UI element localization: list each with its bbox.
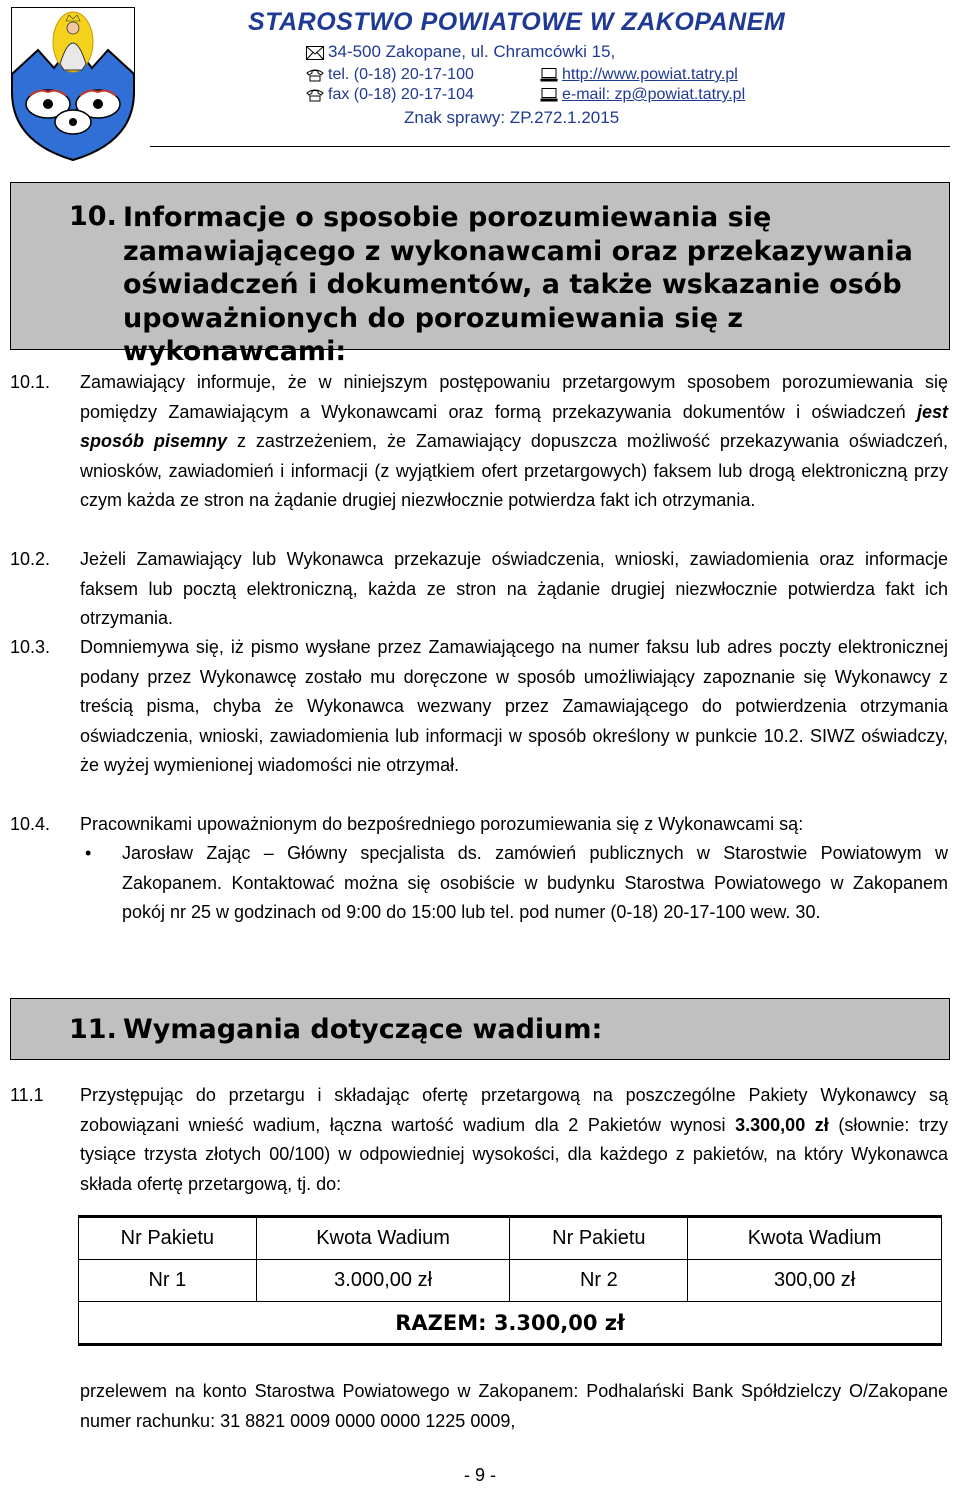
section-number: 11. bbox=[69, 1014, 117, 1045]
phone-line: tel. (0-18) 20-17-100 bbox=[306, 66, 474, 84]
computer-icon bbox=[540, 68, 558, 82]
email-line bbox=[540, 86, 745, 104]
section-10-heading bbox=[10, 182, 950, 367]
table-total-row bbox=[79, 1302, 942, 1345]
section-11-heading bbox=[10, 998, 950, 1060]
telephone-icon bbox=[306, 68, 324, 82]
paragraph-10-2: Jeżeli Zamawiający lub Wykonawca przekazuje oświadczenia, wnioski, zawiadomienia oraz informacje faksem lub pocztą elektroniczną, każda ze stron na żądanie drugiej niezwłocznie potwierdza fakt ich otrzymania. bbox=[80, 549, 948, 628]
website-link[interactable]: http://www.powiat.tatry.pl bbox=[562, 66, 738, 83]
paragraph-10-3: Domniemywa się, iż pismo wysłane przez Zamawiającego na numer faksu lub adres poczty elektronicznej podany przez Wykonawcę zostało mu doręczone w sposób umożliwiający zapoznanie się Wykonawcy z treścią pisma, chyba że Wykonawca wezwany przez Zamawiającego do potwierdzenia otrzymania oświadczenia, wnioski, zawiadomienia lub informacji w sposób określony w punkcie 10.2. SIWZ oświadczy, że wyżej wymienionej wiadomości nie otrzymał. bbox=[80, 637, 948, 775]
total-amount: 3.300,00 zł bbox=[735, 1114, 829, 1135]
address-line: 34-500 Zakopane, ul. Chramcówki 15, bbox=[306, 42, 615, 62]
section-number: 10. bbox=[69, 201, 117, 232]
table-cell: Nr 2 bbox=[510, 1260, 688, 1302]
table-header-row bbox=[79, 1217, 942, 1260]
wadium-table bbox=[78, 1215, 942, 1346]
paragraph-number: 10.4. bbox=[10, 814, 51, 834]
page-number: - 9 - bbox=[463, 1465, 496, 1485]
paragraph-number: 10.3. bbox=[10, 637, 51, 657]
emphasis-text: jest sposób pisemny bbox=[80, 401, 948, 451]
section-title: Wymagania dotyczące wadium: bbox=[123, 1014, 603, 1045]
paragraph-number: 10.2. bbox=[10, 549, 51, 569]
paragraph-10-4: Pracownikami upoważnionym do bezpośredniego porozumiewania się z Wykonawcami są: bbox=[80, 814, 804, 834]
case-reference: Znak sprawy: ZP.272.1.2015 bbox=[404, 108, 620, 127]
table-header-cell: Kwota Wadium bbox=[688, 1217, 942, 1260]
table-row bbox=[79, 1260, 942, 1302]
telephone-icon bbox=[306, 88, 324, 102]
section-title: Informacje o sposobie porozumiewania się zamawiającego z wykonawcami oraz przekazywania oświadczeń i dokumentów, a także wskazanie osób upoważnionych do porozumiewania się z wykonawcami: bbox=[123, 202, 913, 367]
coat-of-arms-logo bbox=[8, 4, 138, 164]
table-header-cell: Kwota Wadium bbox=[256, 1217, 510, 1260]
email-link[interactable]: e-mail: zp@powiat.tatry.pl bbox=[562, 86, 746, 103]
table-header-cell: Nr Pakietu bbox=[510, 1217, 688, 1260]
fax-line: fax (0-18) 20-17-104 bbox=[306, 86, 474, 104]
envelope-icon bbox=[306, 46, 324, 60]
table-cell: 3.000,00 zł bbox=[256, 1260, 510, 1302]
paragraph-number: 11.1 bbox=[10, 1085, 44, 1105]
paragraph-number: 10.1. bbox=[10, 372, 51, 392]
table-header-cell: Nr Pakietu bbox=[79, 1217, 257, 1260]
table-cell: 300,00 zł bbox=[688, 1260, 942, 1302]
organization-name: STAROSTWO POWIATOWE W ZAKOPANEM bbox=[248, 8, 786, 36]
table-cell: Nr 1 bbox=[79, 1260, 257, 1302]
bullet-icon: • bbox=[85, 843, 92, 863]
computer-icon bbox=[540, 88, 558, 102]
table-total-cell: RAZEM: 3.300,00 zł bbox=[79, 1302, 942, 1345]
header-divider bbox=[150, 146, 950, 147]
paragraph-11-1: Przystępując do przetargu i składając ofertę przetargową na poszczególne Pakiety Wykonawcy są zobowiązani wnieść wadium, łączna wartość wadium dla 2 Pakietów wynosi 3.300,00 zł (słownie: trzy tysiące trzysta złotych 00/100) w odpowiedniej wysokości, dla każdego z pakietów, na który Wykonawca składa ofertę przetargową, tj. do: bbox=[80, 1085, 948, 1194]
contact-person-item: Jarosław Zając – Główny specjalista ds. zamówień publicznych w Starostwie Powiatowym w Zakopanem. Kontaktować można się osobiście w budynku Starostwa Powiatowego w Zakopanem pokój nr 25 w godzinach od 9:00 do 15:00 lub tel. pod numer (0-18) 20-17-100 wew. 30. bbox=[122, 843, 948, 922]
website-line bbox=[540, 66, 738, 84]
paragraph-10-1: Zamawiający informuje, że w niniejszym postępowaniu przetargowym sposobem porozumiewania się pomiędzy Zamawiającym a Wykonawcami oraz formą przekazywania dokumentów i oświadczeń jest sposób pisemny z zastrzeżeniem, że Zamawiający dopuszcza możliwość przekazywania oświadczeń, wniosków, zawiadomień i informacji (z wyjątkiem ofert przetargowych) faksem lub drogą elektroniczną przy czym każda ze stron na żądanie drugiej niezwłocznie potwierdza fakt ich otrzymania. bbox=[80, 372, 948, 510]
bank-transfer-paragraph: przelewem na konto Starostwa Powiatowego w Zakopanem: Podhalański Bank Spółdzielczy O/Zakopane numer rachunku: 31 8821 0009 0000 0000 1225 0009, bbox=[80, 1381, 948, 1431]
